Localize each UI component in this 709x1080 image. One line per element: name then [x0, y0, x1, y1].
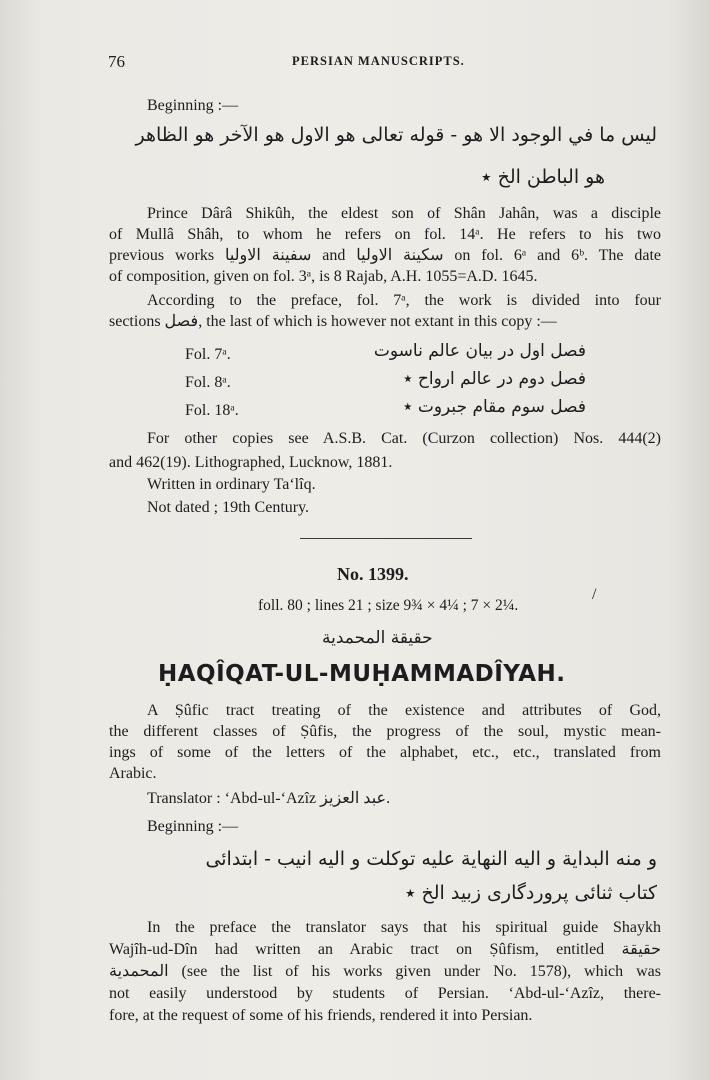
beginning-label: Beginning :—	[147, 97, 239, 114]
copies-line: For other copies see A.S.B. Cat. (Curzon collection) Nos. 444(2)	[147, 430, 661, 447]
paragraph-line: not easily understood by students of Persian. ‘Abd-ul-‘Azîz, there-	[109, 985, 661, 1002]
section-arabic: فصل سوم مقام جبروت ٭	[403, 397, 586, 417]
folio-info: foll. 80 ; lines 21 ; size 9¾ × 4¼ ; 7 × 2¼.	[258, 597, 519, 614]
description-line: A Ṣûfic tract treating of the existence and attributes of God,	[147, 702, 661, 719]
entry-number: No. 1399.	[337, 564, 409, 584]
arabic-beginning-line-1: و منه البداية و اليه النهاية عليه توكلت و اليه انيب - ابتدائى	[205, 848, 657, 870]
paragraph-line: Prince Dârâ Shikûh, the eldest son of Shân Jahân, was a disciple	[147, 205, 661, 222]
paragraph-line: In the preface the translator says that his spiritual guide Shaykh	[147, 919, 661, 936]
paragraph-line: sections فصل, the last of which is however not extant in this copy :—	[109, 313, 557, 330]
copies-line: and 462(19). Lithographed, Lucknow, 1881.	[109, 454, 393, 471]
paragraph-line: According to the preface, fol. 7ᵃ, the work is divided into four	[147, 292, 661, 309]
page-number: 76	[108, 52, 125, 71]
section-fol: Fol. 18ᵃ.	[185, 402, 239, 419]
section-divider	[300, 538, 472, 539]
section-fol: Fol. 7ᵃ.	[185, 346, 231, 363]
translator-line: Translator : ‘Abd-ul-‘Azîz عبد العزيز.	[147, 790, 391, 807]
entry-title: ḤAQÎQAT-UL-MUḤAMMADÎYAH.	[158, 661, 566, 687]
description-line: Arabic.	[109, 765, 157, 782]
paragraph-line: previous works سفينة الاوليا and سكينة الاوليا on fol. 6ᵃ and 6ᵇ. The date	[109, 247, 662, 264]
section-arabic: فصل اول در بيان عالم ناسوت	[373, 341, 586, 361]
arabic-beginning-line-1: ليس ما في الوجود الا هو - قوله تعالى هو الاول هو الآخر هو الظاهر	[135, 124, 657, 146]
description-line: the different classes of Ṣûfis, the progress of the soul, mystic mean-	[109, 723, 661, 740]
description-line: ings of some of the letters of the alphabet, etc., etc., translated from	[109, 744, 661, 761]
page-header	[108, 52, 660, 74]
section-fol: Fol. 8ᵃ.	[185, 374, 231, 391]
paragraph-line: of Mullâ Shâh, to whom he refers on fol. 14ᵃ. He refers to his two	[109, 226, 661, 243]
beginning-label: Beginning :—	[147, 818, 239, 835]
arabic-beginning-line-2: كتاب ثنائى پروردگارى زبيد الخ ٭	[405, 882, 657, 904]
title-arabic: حقيقة المحمدية	[322, 628, 433, 648]
written-line: Written in ordinary Ta‘lîq.	[147, 476, 316, 493]
margin-mark: /	[592, 586, 597, 603]
dated-line: Not dated ; 19th Century.	[147, 499, 310, 516]
section-arabic: فصل دوم در عالم ارواح ٭	[403, 369, 586, 389]
arabic-beginning-line-2: هو الباطن الخ ٭	[481, 166, 605, 188]
paragraph-line: المحمدية (see the list of his works given under No. 1578), which was	[109, 963, 661, 980]
paragraph-line: fore, at the request of some of his friends, rendered it into Persian.	[109, 1007, 533, 1024]
running-title: PERSIAN MANUSCRIPTS.	[292, 54, 465, 68]
paragraph-line: of composition, given on fol. 3ᵃ, is 8 Rajab, A.H. 1055=A.D. 1645.	[109, 268, 538, 285]
paragraph-line: Wajîh-ud-Dîn had written an Arabic tract on Ṣûfism, entitled حقيقة	[109, 941, 661, 958]
